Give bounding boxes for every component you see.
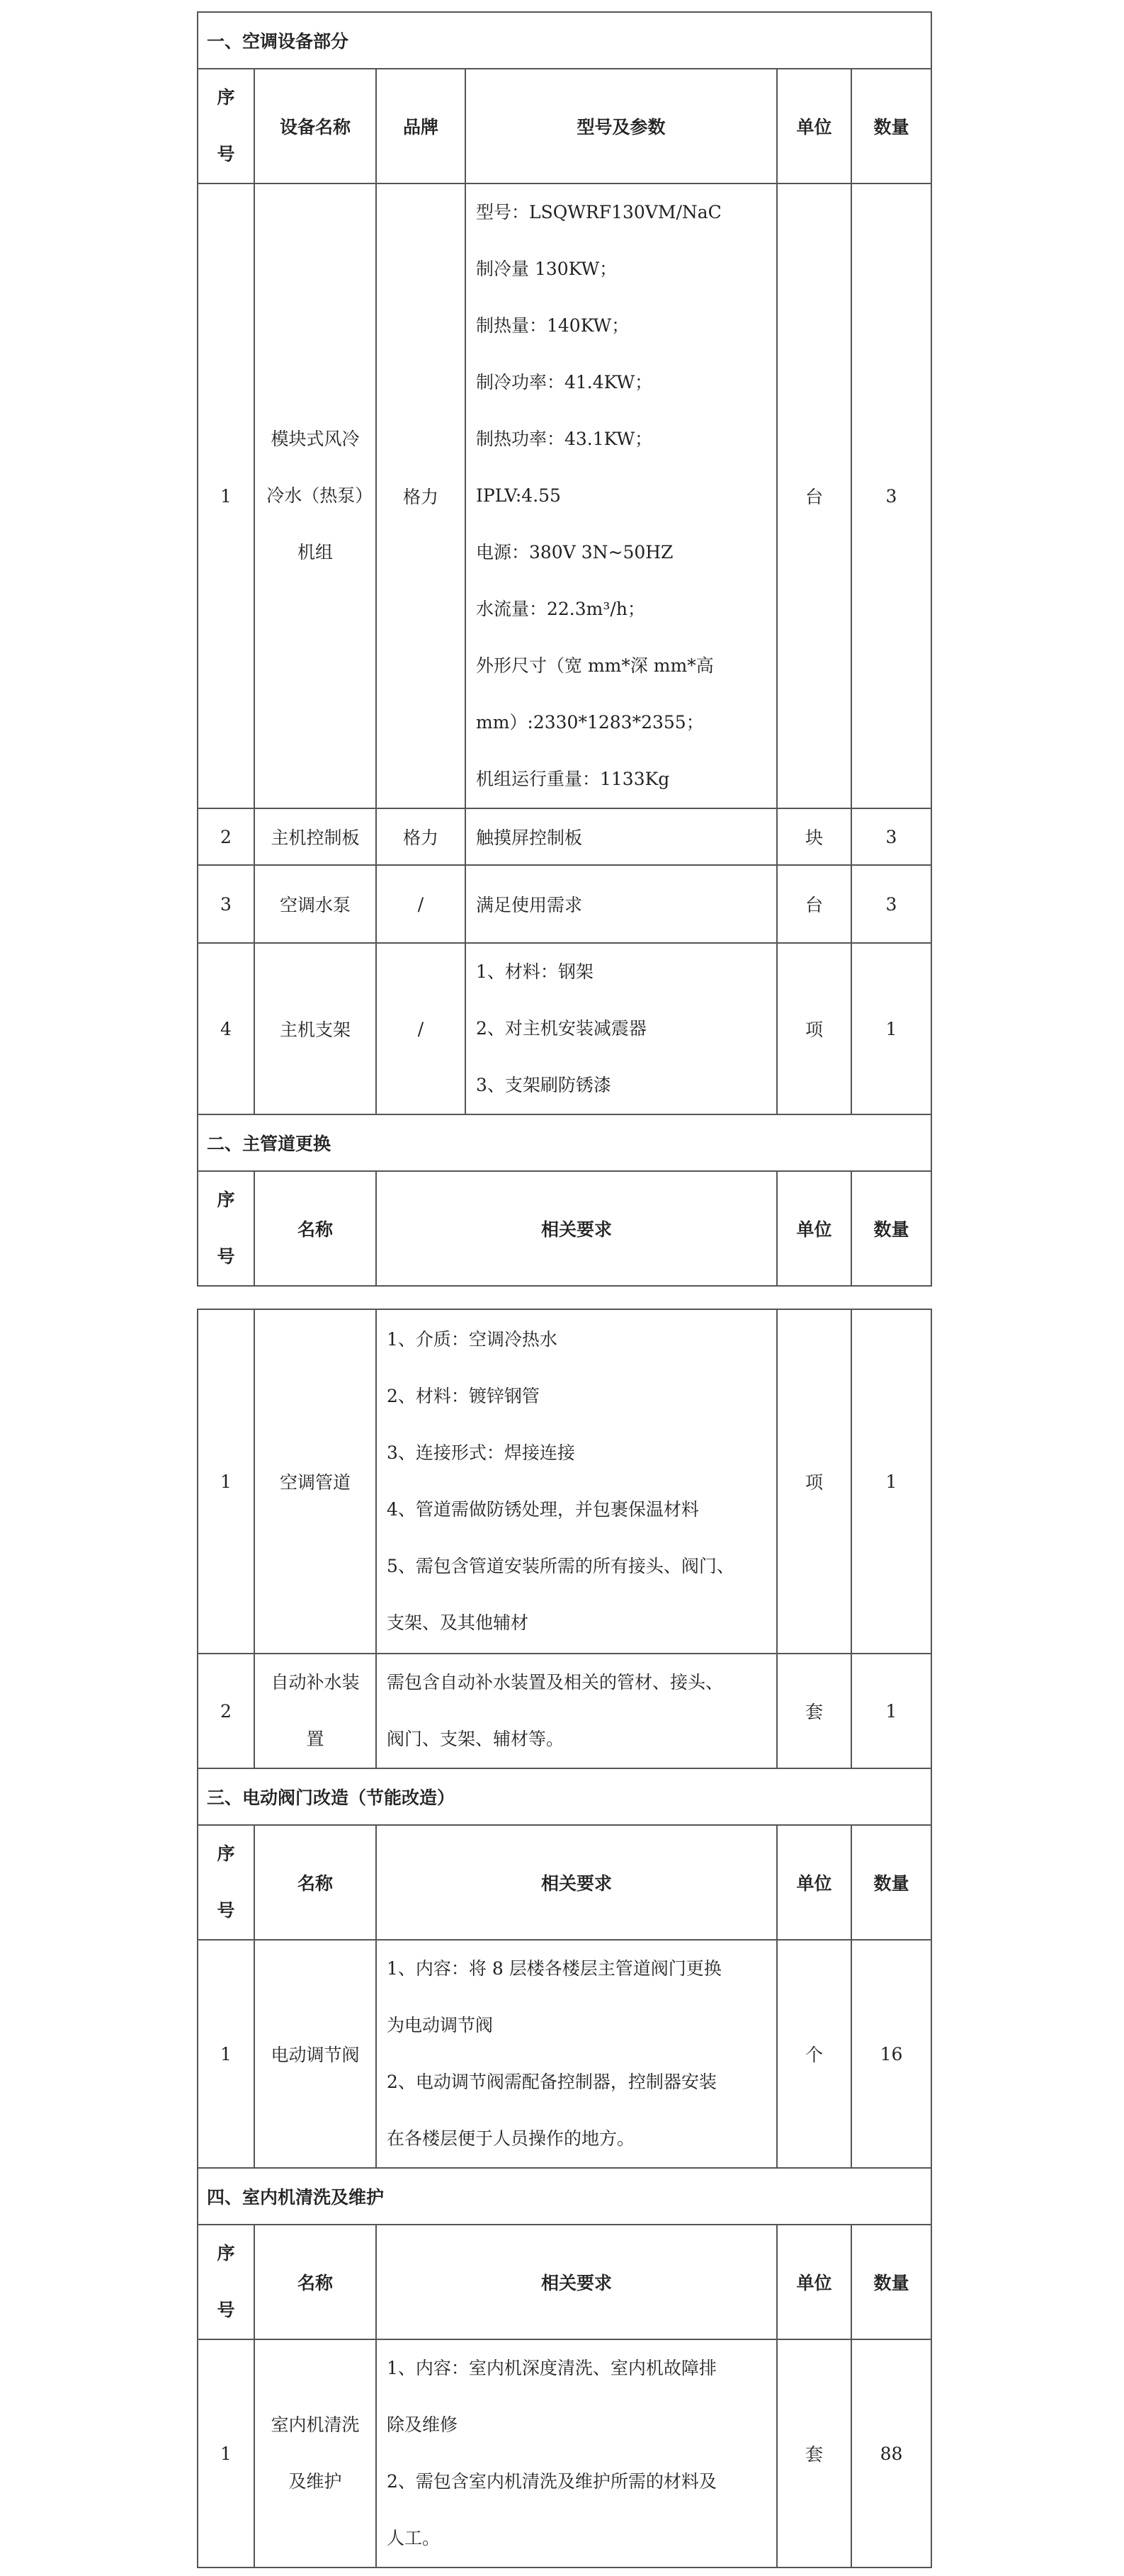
row-unit: 套 bbox=[777, 1654, 851, 1768]
row-name: 室内机清洗及维护 bbox=[271, 2414, 360, 2492]
row-specs: 满足使用需求 bbox=[465, 865, 777, 943]
header-no: 序号 bbox=[217, 1843, 235, 1921]
header-qty: 数量 bbox=[851, 69, 931, 183]
header-requirements: 相关要求 bbox=[376, 1172, 777, 1286]
row-brand: / bbox=[376, 865, 465, 943]
table-page-1 bbox=[197, 11, 931, 1287]
header-name: 名称 bbox=[254, 2225, 376, 2339]
row-requirements bbox=[376, 1309, 777, 1654]
header-device-name: 设备名称 bbox=[254, 69, 376, 183]
spec-line: 2、对主机安装减震器 bbox=[476, 1018, 647, 1039]
spec-line: 制热功率：43.1KW； bbox=[476, 429, 653, 449]
req-line: 2、电动调节阀需配备控制器，控制器安装 bbox=[387, 2072, 717, 2092]
header-unit: 单位 bbox=[777, 2225, 851, 2339]
section-title-3: 三、电动阀门改造（节能改造） bbox=[198, 1768, 931, 1825]
row-specs: 触摸屏控制板 bbox=[465, 808, 777, 865]
row-unit: 台 bbox=[777, 183, 851, 808]
row-name: 主机支架 bbox=[254, 943, 376, 1114]
row-requirements bbox=[376, 1940, 777, 2168]
row-name: 主机控制板 bbox=[254, 808, 376, 865]
req-line: 1、介质：空调冷热水 bbox=[387, 1329, 557, 1350]
table-page-2 bbox=[197, 1309, 931, 2568]
section-title-4: 四、室内机清洗及维护 bbox=[198, 2168, 931, 2225]
header-qty: 数量 bbox=[851, 1172, 931, 1286]
spec-line: IPLV:4.55 bbox=[476, 485, 561, 506]
row-qty: 1 bbox=[851, 1309, 931, 1654]
table-row bbox=[198, 1654, 931, 1768]
table-row bbox=[198, 183, 931, 808]
table-header-row bbox=[198, 1172, 931, 1286]
row-unit: 项 bbox=[777, 1309, 851, 1654]
header-name: 名称 bbox=[254, 1172, 376, 1286]
spec-line: 型号：LSQWRF130VM/NaC bbox=[476, 202, 722, 222]
row-specs bbox=[465, 943, 777, 1114]
table-header-row bbox=[198, 1825, 931, 1940]
req-line: 在各楼层便于人员操作的地方。 bbox=[387, 2128, 635, 2149]
row-qty: 1 bbox=[851, 943, 931, 1114]
req-line: 3、连接形式：焊接连接 bbox=[387, 1442, 575, 1463]
req-line: 需包含自动补水装置及相关的管材、接头、 bbox=[387, 1672, 724, 1693]
table-header-row bbox=[198, 69, 931, 183]
row-no: 4 bbox=[198, 943, 254, 1114]
header-name: 名称 bbox=[254, 1825, 376, 1940]
row-qty: 3 bbox=[851, 808, 931, 865]
req-line: 1、内容：室内机深度清洗、室内机故障排 bbox=[387, 2358, 717, 2378]
header-unit: 单位 bbox=[777, 1172, 851, 1286]
row-name: 空调管道 bbox=[254, 1309, 376, 1654]
row-brand: / bbox=[376, 943, 465, 1114]
row-no: 1 bbox=[198, 1940, 254, 2168]
header-no: 序号 bbox=[217, 87, 235, 164]
spec-line: 电源：380V 3N~50HZ bbox=[476, 542, 674, 563]
header-no: 序号 bbox=[217, 1190, 235, 1267]
row-no: 1 bbox=[198, 1309, 254, 1654]
spec-line: 水流量：22.3m³/h； bbox=[476, 599, 645, 619]
row-requirements bbox=[376, 2339, 777, 2567]
req-line: 2、需包含室内机清洗及维护所需的材料及 bbox=[387, 2471, 717, 2492]
table-row bbox=[198, 1309, 931, 1654]
table-row bbox=[198, 865, 931, 943]
spec-line: 制热量：140KW； bbox=[476, 315, 630, 336]
row-brand: 格力 bbox=[376, 808, 465, 865]
table-row bbox=[198, 2339, 931, 2567]
row-no: 3 bbox=[198, 865, 254, 943]
section-header-row bbox=[198, 1114, 931, 1171]
spec-line: mm）:2330*1283*2355； bbox=[476, 712, 704, 733]
row-name: 自动补水装置 bbox=[271, 1672, 360, 1749]
row-name: 模块式风冷冷水（热泵）机组 bbox=[266, 429, 364, 563]
row-unit: 台 bbox=[777, 865, 851, 943]
row-qty: 1 bbox=[851, 1654, 931, 1768]
table-row bbox=[198, 1940, 931, 2168]
req-line: 5、需包含管道安装所需的所有接头、阀门、 bbox=[387, 1556, 734, 1576]
row-unit: 个 bbox=[777, 1940, 851, 2168]
header-qty: 数量 bbox=[851, 2225, 931, 2339]
section-header-row bbox=[198, 2168, 931, 2225]
row-no: 1 bbox=[198, 183, 254, 808]
row-requirements bbox=[376, 1654, 777, 1768]
row-no: 1 bbox=[198, 2339, 254, 2567]
header-unit: 单位 bbox=[777, 1825, 851, 1940]
row-unit: 套 bbox=[777, 2339, 851, 2567]
req-line: 除及维修 bbox=[387, 2414, 458, 2435]
header-unit: 单位 bbox=[777, 69, 851, 183]
req-line: 为电动调节阀 bbox=[387, 2015, 494, 2035]
req-line: 2、材料：镀锌钢管 bbox=[387, 1386, 540, 1406]
row-name: 空调水泵 bbox=[254, 865, 376, 943]
section-title-2: 二、主管道更换 bbox=[198, 1114, 931, 1171]
req-line: 人工。 bbox=[387, 2528, 441, 2548]
header-no: 序号 bbox=[217, 2243, 235, 2320]
spec-line: 制冷功率：41.4KW； bbox=[476, 372, 653, 392]
row-brand: 格力 bbox=[376, 183, 465, 808]
row-no: 2 bbox=[198, 1654, 254, 1768]
row-unit: 项 bbox=[777, 943, 851, 1114]
spec-line: 1、材料：钢架 bbox=[476, 961, 594, 982]
row-qty: 88 bbox=[851, 2339, 931, 2567]
req-line: 4、管道需做防锈处理，并包裹保温材料 bbox=[387, 1499, 699, 1520]
spec-line: 机组运行重量：1133Kg bbox=[476, 769, 670, 789]
spec-line: 3、支架刷防锈漆 bbox=[476, 1075, 611, 1095]
req-line: 1、内容：将 8 层楼各楼层主管道阀门更换 bbox=[387, 1958, 722, 1979]
req-line: 支架、及其他辅材 bbox=[387, 1612, 529, 1633]
row-qty: 3 bbox=[851, 183, 931, 808]
row-specs bbox=[465, 183, 777, 808]
row-name: 电动调节阀 bbox=[254, 1940, 376, 2168]
section-title-1: 一、空调设备部分 bbox=[198, 12, 931, 69]
header-brand: 品牌 bbox=[376, 69, 465, 183]
header-requirements: 相关要求 bbox=[376, 1825, 777, 1940]
table-row bbox=[198, 808, 931, 865]
spec-line: 制冷量 130KW； bbox=[476, 259, 618, 279]
table-header-row bbox=[198, 2225, 931, 2339]
row-unit: 块 bbox=[777, 808, 851, 865]
row-no: 2 bbox=[198, 808, 254, 865]
row-qty: 3 bbox=[851, 865, 931, 943]
header-model-params: 型号及参数 bbox=[465, 69, 777, 183]
section-header-row bbox=[198, 1768, 931, 1825]
req-line: 阀门、支架、辅材等。 bbox=[387, 1729, 564, 1749]
header-qty: 数量 bbox=[851, 1825, 931, 1940]
spec-line: 外形尺寸（宽 mm*深 mm*高 bbox=[476, 655, 714, 676]
header-requirements: 相关要求 bbox=[376, 2225, 777, 2339]
row-qty: 16 bbox=[851, 1940, 931, 2168]
section-header-row bbox=[198, 12, 931, 69]
table-row bbox=[198, 943, 931, 1114]
